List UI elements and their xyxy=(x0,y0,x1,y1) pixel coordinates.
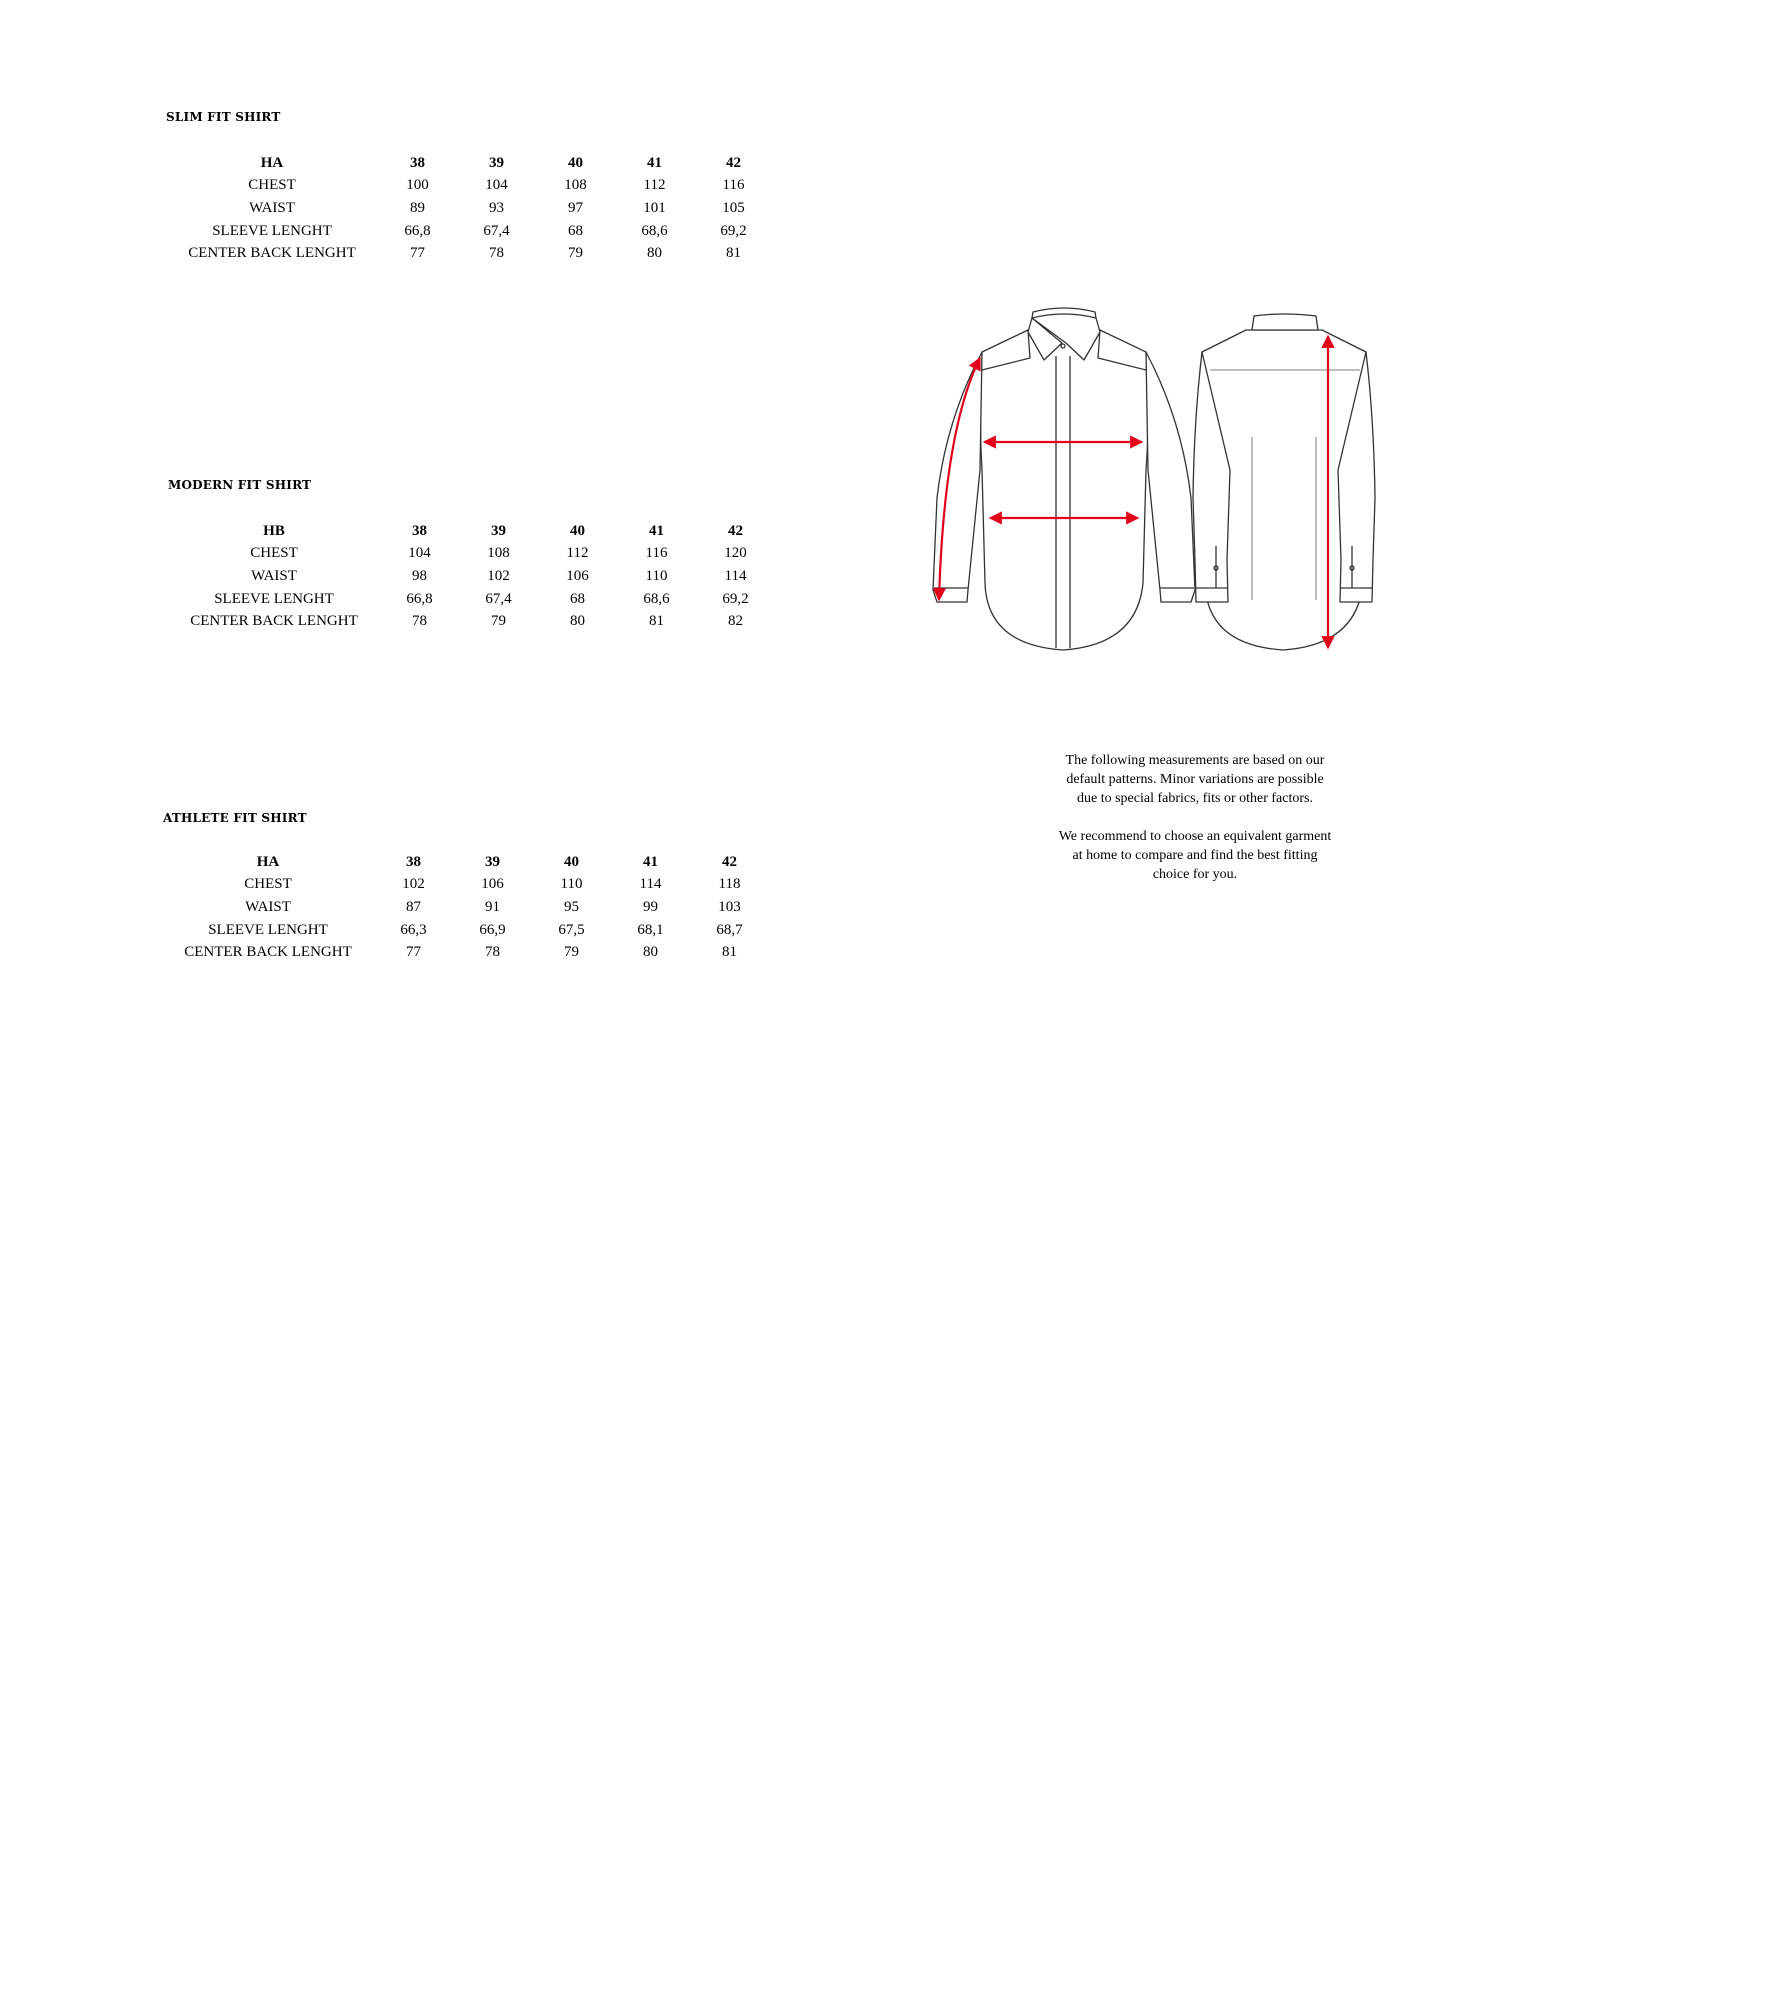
table-cell: 66,9 xyxy=(479,921,506,938)
table-cell: 116 xyxy=(722,177,745,194)
table-row xyxy=(162,919,769,942)
row-label: CENTER BACK LENGHT xyxy=(184,944,352,961)
size-header: 40 xyxy=(564,853,579,870)
table-cell: 95 xyxy=(564,898,579,915)
table-cell: 105 xyxy=(722,199,745,216)
table-cell: 67,5 xyxy=(558,921,585,938)
section-title-athlete-fit: ATHLETE FIT SHIRT xyxy=(163,811,307,825)
row-label: WAIST xyxy=(251,567,297,584)
table-cell: 91 xyxy=(485,898,500,915)
table-row xyxy=(166,197,773,220)
table-header-row xyxy=(162,851,769,874)
measurement-note xyxy=(1020,751,1370,808)
table-cell: 69,2 xyxy=(722,590,749,607)
fit-code: HB xyxy=(263,522,285,539)
table-cell: 89 xyxy=(410,199,425,216)
shirt-back-illustration xyxy=(1193,314,1375,650)
table-cell: 99 xyxy=(643,898,658,915)
table-cell: 114 xyxy=(724,567,747,584)
table-header-row xyxy=(168,520,775,543)
table-cell: 81 xyxy=(722,944,737,961)
table-row xyxy=(168,565,775,588)
row-label: CHEST xyxy=(248,177,296,194)
table-cell: 104 xyxy=(408,545,431,562)
row-label: WAIST xyxy=(249,199,295,216)
section-title-slim-fit: SLIM FIT SHIRT xyxy=(166,110,281,124)
table-cell: 66,3 xyxy=(400,921,427,938)
note-line: at home to compare and find the best fitting xyxy=(1072,848,1318,863)
table-cell: 67,4 xyxy=(485,590,512,607)
table-cell: 79 xyxy=(568,245,583,262)
table-cell: 108 xyxy=(564,177,587,194)
row-label: CENTER BACK LENGHT xyxy=(190,613,358,630)
table-cell: 112 xyxy=(566,545,589,562)
row-label: CENTER BACK LENGHT xyxy=(188,245,356,262)
table-row xyxy=(162,941,769,964)
table-cell: 116 xyxy=(645,545,668,562)
table-header-row xyxy=(166,152,773,175)
table-cell: 66,8 xyxy=(406,590,433,607)
table-cell: 79 xyxy=(564,944,579,961)
size-header: 39 xyxy=(485,853,500,870)
table-cell: 102 xyxy=(402,876,425,893)
size-header: 42 xyxy=(726,154,741,171)
row-label: SLEEVE LENGHT xyxy=(214,590,334,607)
size-table-modern-fit xyxy=(168,520,775,633)
size-header: 40 xyxy=(568,154,583,171)
table-cell: 112 xyxy=(643,177,666,194)
table-cell: 108 xyxy=(487,545,510,562)
size-header: 41 xyxy=(649,522,664,539)
table-cell: 110 xyxy=(560,876,583,893)
table-cell: 77 xyxy=(410,245,425,262)
row-label: CHEST xyxy=(250,545,298,562)
note-line: choice for you. xyxy=(1152,867,1238,882)
table-cell: 118 xyxy=(718,876,741,893)
table-cell: 110 xyxy=(645,567,668,584)
table-cell: 79 xyxy=(491,613,506,630)
table-cell: 78 xyxy=(485,944,500,961)
fit-code: HA xyxy=(256,853,280,870)
fit-code: HA xyxy=(260,154,284,171)
row-label: SLEEVE LENGHT xyxy=(212,222,332,239)
recommendation-note xyxy=(1020,827,1370,884)
table-cell: 66,8 xyxy=(404,222,431,239)
table-cell: 68 xyxy=(568,222,583,239)
size-header: 42 xyxy=(722,853,737,870)
size-table-athlete-fit xyxy=(162,851,769,964)
table-cell: 77 xyxy=(406,944,421,961)
table-cell: 106 xyxy=(481,876,504,893)
size-header: 38 xyxy=(412,522,427,539)
table-cell: 97 xyxy=(568,199,583,216)
table-row xyxy=(168,543,775,566)
table-cell: 68,7 xyxy=(716,921,743,938)
row-label: SLEEVE LENGHT xyxy=(208,921,328,938)
note-line: We recommend to choose an equivalent garment xyxy=(1058,829,1332,844)
table-cell: 103 xyxy=(718,898,741,915)
table-row xyxy=(166,242,773,265)
table-cell: 68,1 xyxy=(637,921,664,938)
table-cell: 67,4 xyxy=(483,222,510,239)
table-cell: 102 xyxy=(487,567,510,584)
row-label: CHEST xyxy=(244,876,292,893)
table-cell: 104 xyxy=(485,177,508,194)
table-cell: 82 xyxy=(728,613,743,630)
size-header: 39 xyxy=(489,154,504,171)
size-header: 41 xyxy=(643,853,658,870)
table-row xyxy=(162,896,769,919)
size-header: 39 xyxy=(491,522,506,539)
size-header: 40 xyxy=(570,522,585,539)
table-cell: 80 xyxy=(647,245,662,262)
table-cell: 100 xyxy=(406,177,429,194)
size-header: 38 xyxy=(410,154,425,171)
row-label: WAIST xyxy=(245,898,291,915)
table-cell: 69,2 xyxy=(720,222,747,239)
table-cell: 68,6 xyxy=(641,222,668,239)
size-header: 42 xyxy=(728,522,743,539)
table-cell: 80 xyxy=(570,613,585,630)
table-cell: 81 xyxy=(726,245,741,262)
table-row xyxy=(166,175,773,198)
note-line: due to special fabrics, fits or other factors. xyxy=(1077,791,1313,806)
table-cell: 114 xyxy=(639,876,662,893)
table-cell: 81 xyxy=(649,613,664,630)
size-header: 41 xyxy=(647,154,662,171)
shirt-front-illustration xyxy=(933,308,1195,650)
table-cell: 93 xyxy=(489,199,504,216)
table-cell: 78 xyxy=(412,613,427,630)
table-cell: 78 xyxy=(489,245,504,262)
table-cell: 68 xyxy=(570,590,585,607)
size-table-slim-fit xyxy=(166,152,773,265)
table-row xyxy=(168,588,775,611)
note-line: default patterns. Minor variations are possible xyxy=(1066,772,1324,787)
table-cell: 87 xyxy=(406,898,421,915)
table-cell: 120 xyxy=(724,545,747,562)
table-cell: 98 xyxy=(412,567,427,584)
shirt-measurement-diagram xyxy=(930,305,1470,660)
table-row xyxy=(166,220,773,243)
table-cell: 101 xyxy=(643,199,666,216)
table-row xyxy=(168,610,775,633)
table-cell: 80 xyxy=(643,944,658,961)
note-line: The following measurements are based on our xyxy=(1065,753,1325,768)
table-cell: 106 xyxy=(566,567,589,584)
size-header: 38 xyxy=(406,853,421,870)
table-row xyxy=(162,874,769,897)
section-title-modern-fit: MODERN FIT SHIRT xyxy=(168,478,312,492)
table-cell: 68,6 xyxy=(643,590,670,607)
